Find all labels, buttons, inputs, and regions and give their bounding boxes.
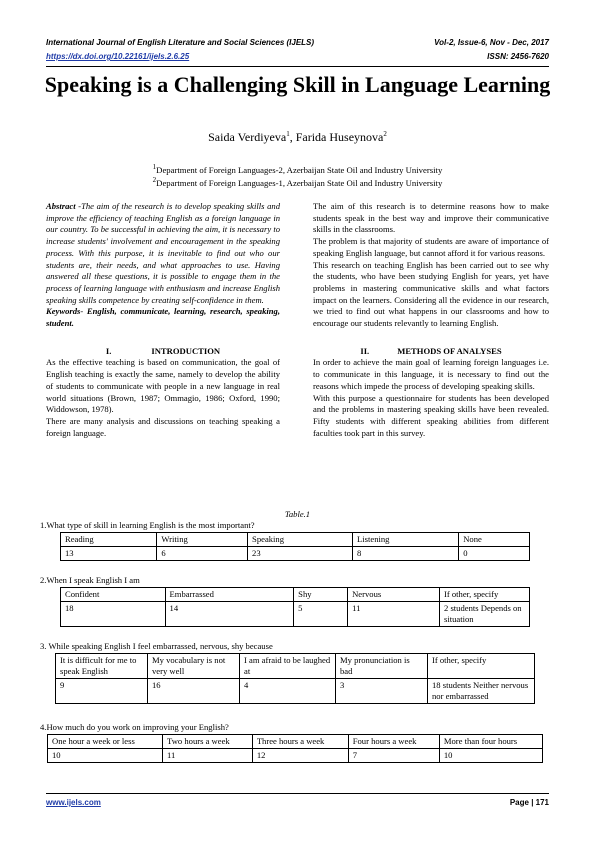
table-cell: Listening xyxy=(353,533,459,547)
section-heading-methods xyxy=(313,346,549,358)
table-cell: 10 xyxy=(48,749,163,763)
table-cell: 10 xyxy=(439,749,542,763)
doi-link[interactable]: https://dx.doi.org/10.22161/ijels.2.6.25 xyxy=(46,52,190,61)
table-row xyxy=(48,749,543,763)
body-paragraph: This research on teaching English has been carried out to see why the students, who have been studying English for years, yet have problems in mastering communicative skills and what factors impact on the learners. Considering all the evidence in our research, we tried to find out what happens in our classrooms and how to encourage our students relevantly to learning English. xyxy=(313,259,549,329)
left-column xyxy=(46,201,280,439)
body-paragraph: The aim of this research is to determine reasons how to make students speak in the best way and improve their communicative skills in the classrooms. xyxy=(313,201,549,235)
survey-table xyxy=(60,587,530,627)
survey-table xyxy=(47,734,543,763)
right-column xyxy=(313,201,549,439)
table-row xyxy=(61,602,530,627)
section-number: II. xyxy=(360,345,370,356)
doi-line xyxy=(46,52,549,61)
table-cell: 5 xyxy=(294,602,348,627)
table-cell: 16 xyxy=(148,679,240,704)
table-cell: Four hours a week xyxy=(348,735,439,749)
survey-table xyxy=(60,532,530,561)
table-cell: 11 xyxy=(163,749,253,763)
table-cell: None xyxy=(459,533,530,547)
table-cell: Three hours a week xyxy=(252,735,348,749)
table-cell: 18 students Neither nervous nor embarrassed xyxy=(428,679,535,704)
table-cell: More than four hours xyxy=(439,735,542,749)
table-cell: If other, specify xyxy=(440,588,530,602)
section-title: INTRODUCTION xyxy=(151,345,221,356)
table-header-row xyxy=(61,533,530,547)
table-cell: Writing xyxy=(157,533,248,547)
intro-paragraph: As the effective teaching is based on communication, the goal of English teaching is exactly the same, namely to develop the ability of students to communicate with people in a new language in real world situations (Brown, 1987; Ommagio, 1986; Oxford, 1990; Widdowson, 1978). xyxy=(46,357,280,415)
table-cell: Speaking xyxy=(248,533,353,547)
question: 4.How much do you work on improving your English? xyxy=(40,722,229,732)
footer-rule xyxy=(46,793,549,794)
table-header-row xyxy=(48,735,543,749)
affiliation-text: Department of Foreign Languages-2, Azerbaijan State Oil and Industry University xyxy=(156,164,443,175)
table-cell: Shy xyxy=(294,588,348,602)
abstract-label: Abstract - xyxy=(46,201,82,211)
running-header xyxy=(46,38,549,47)
table-cell: Nervous xyxy=(348,588,440,602)
table-cell: 6 xyxy=(157,547,248,561)
author-sup: 2 xyxy=(383,130,387,138)
table-cell: Two hours a week xyxy=(163,735,253,749)
methods-paragraph: In order to achieve the main goal of learning foreign languages i.e. to communicate in this language, it is necessary to find out the reasons which impede the process of developing speaking skills. xyxy=(313,357,549,391)
table-row xyxy=(61,547,530,561)
table-header-row xyxy=(61,588,530,602)
table-cell: 12 xyxy=(252,749,348,763)
keywords: Keywords- English, communicate, learning, research, speaking, student. xyxy=(46,306,280,329)
affiliation-text: Department of Foreign Languages-1, Azerbaijan State Oil and Industry University xyxy=(156,177,443,188)
table-cell: 4 xyxy=(240,679,336,704)
body-paragraph: The problem is that majority of students are aware of importance of speaking English language, but cannot afford it for various reasons. xyxy=(313,236,549,258)
affiliation xyxy=(40,163,555,175)
table-cell: 2 students Depends on situation xyxy=(440,602,530,627)
table-cell: 13 xyxy=(61,547,157,561)
section-heading-intro xyxy=(46,346,280,358)
table-caption: Table.1 xyxy=(284,509,311,519)
author-separator: , xyxy=(289,130,296,144)
author-list xyxy=(40,130,555,145)
abstract-text: The aim of the research is to develop speaking skills and improve the efficiency of teaching English as a foreign language in our country. To be successful in achieving the aim, it is necessary to increase students' involvement and encouragement in the speaking process. With this purpose, it is inevitable to find out who our students are, their needs, and what approaches to use. Having answered all these questions, it is possible to engage them in the process of learning language with enthusiasm and increase English speaking skills competence by creating self-confidence in them. xyxy=(46,201,280,305)
journal-url[interactable]: www.ijels.com xyxy=(46,798,101,807)
paper-title: Speaking is a Challenging Skill in Language Learning xyxy=(44,72,551,97)
section-number: I. xyxy=(105,345,112,356)
affiliation-sup: 1 xyxy=(152,163,157,171)
table-cell: 23 xyxy=(248,547,353,561)
abstract xyxy=(46,201,280,306)
table-cell: My pronunciation is bad xyxy=(336,654,428,679)
table-cell: 14 xyxy=(165,602,294,627)
affiliation-sup: 2 xyxy=(152,176,157,184)
table-row xyxy=(56,679,535,704)
table-cell: It is difficult for me to speak English xyxy=(56,654,148,679)
volume-info: Vol-2, Issue-6, Nov - Dec, 2017 xyxy=(434,38,549,47)
section-title: METHODS OF ANALYSES xyxy=(397,345,502,356)
page-footer xyxy=(46,798,549,807)
table-cell: 8 xyxy=(353,547,459,561)
table-cell: 0 xyxy=(459,547,530,561)
question: 1.What type of skill in learning English is the most important? xyxy=(40,520,255,530)
issn: ISSN: 2456-7620 xyxy=(487,52,549,61)
table-cell: Reading xyxy=(61,533,157,547)
question: 3. While speaking English I feel embarrassed, nervous, shy because xyxy=(40,641,273,651)
table-cell: Confident xyxy=(61,588,166,602)
intro-paragraph: There are many analysis and discussions on teaching speaking a foreign language. xyxy=(46,415,280,438)
table-cell: 18 xyxy=(61,602,166,627)
author-name: Saida Verdiyeva xyxy=(208,130,287,144)
affiliation xyxy=(40,176,555,188)
table-cell: If other, specify xyxy=(428,654,535,679)
table-cell: One hour a week or less xyxy=(48,735,163,749)
journal-name: International Journal of English Literature and Social Sciences (IJELS) xyxy=(46,38,315,47)
table-cell: 9 xyxy=(56,679,148,704)
survey-table xyxy=(55,653,535,704)
page-number: Page | 171 xyxy=(509,798,549,807)
table-cell: 3 xyxy=(336,679,428,704)
author-name: Farida Huseynova xyxy=(295,130,384,144)
methods-paragraph: With this purpose a questionnaire for students has been developed and the problems in mastering speaking skills have been revealed. Fifty students with different speaking abilities from different faculties took part in this survey. xyxy=(313,392,549,438)
table-cell: My vocabulary is not very well xyxy=(148,654,240,679)
table-cell: 7 xyxy=(348,749,439,763)
table-cell: I am afraid to be laughed at xyxy=(240,654,336,679)
table-cell: 11 xyxy=(348,602,440,627)
header-rule xyxy=(46,66,549,67)
table-cell: Embarrassed xyxy=(165,588,294,602)
author-sup: 1 xyxy=(286,130,290,138)
question: 2.When I speak English I am xyxy=(40,575,140,585)
table-header-row xyxy=(56,654,535,679)
